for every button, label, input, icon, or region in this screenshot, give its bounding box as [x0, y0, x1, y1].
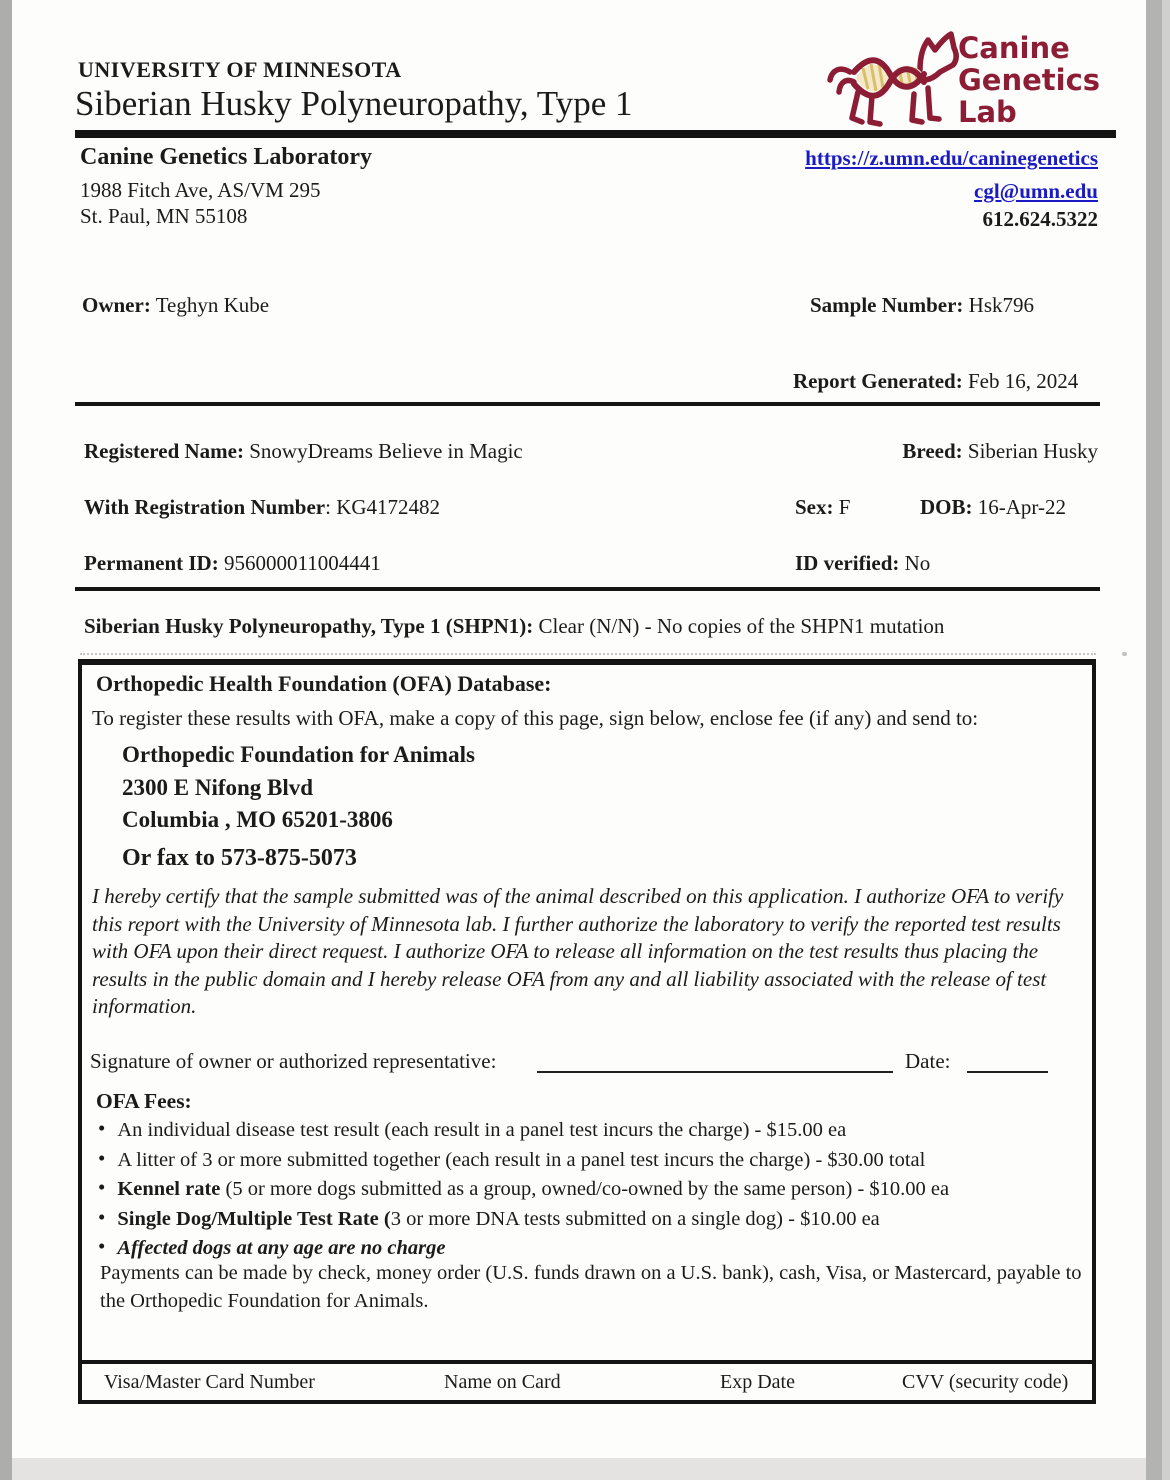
report-generated-label: Report Generated:	[793, 369, 963, 393]
fee-text-3: 3 or more DNA tests submitted on a single dog) - $10.00 ea	[390, 1207, 880, 1230]
payments-paragraph: Payments can be made by check, money order (U.S. funds drawn on a U.S. bank), cash, Visa, or Mastercard, payable to the Orthopedic Foundation for Animals.	[100, 1262, 1082, 1312]
photo-edge-bottom	[12, 1458, 1146, 1480]
fee-text-2: (5 or more dogs submitted as a group, owned/co-owned by the same person) - $10.00 ea	[220, 1178, 950, 1201]
breed-value: Siberian Husky	[962, 439, 1098, 463]
fee-text-1: A litter of 3 or more submitted together (each result in a panel test incurs the charge) - $30.00 total	[117, 1148, 926, 1171]
registered-name-label: Registered Name:	[84, 439, 244, 463]
scan-artifact-mark	[1122, 652, 1127, 656]
credit-card-row	[78, 1360, 1096, 1404]
dob-label: DOB:	[920, 495, 973, 519]
ofa-intro: To register these results with OFA, make a copy of this page, sign below, enclose fee (if any) and send to:	[92, 706, 979, 730]
id-verified-label: ID verified:	[795, 551, 900, 575]
lab-url-row	[700, 146, 1098, 171]
dob-field	[920, 495, 1066, 520]
sex-value: F	[833, 495, 851, 519]
owner-field	[82, 293, 269, 318]
test-result-value: Clear (N/N) - No copies of the SHPN1 mutation	[533, 614, 945, 638]
fee-text-0: An individual disease test result (each result in a panel test incurs the charge) - $15.00 ea	[117, 1119, 847, 1141]
ofa-fax-line: Or fax to 573-875-5073	[122, 845, 357, 871]
card-cvv-label: CVV (security code)	[902, 1371, 1069, 1393]
ofa-fees-heading: OFA Fees:	[96, 1089, 192, 1113]
university-name: UNIVERSITY OF MINNESOTA	[78, 57, 402, 82]
lab-name: Canine Genetics Laboratory	[80, 144, 372, 170]
breed-label: Breed:	[902, 439, 963, 463]
report-generated-field	[793, 369, 1078, 394]
signature-blank-line	[537, 1071, 893, 1073]
registration-number-field	[84, 495, 440, 520]
sex-field	[795, 495, 850, 520]
logo-word-lab: Lab	[958, 95, 1017, 129]
card-exp-label: Exp Date	[720, 1371, 795, 1393]
registered-name-field	[84, 439, 523, 464]
ofa-org-name: Orthopedic Foundation for Animals	[122, 742, 475, 767]
id-verified-field	[795, 551, 930, 576]
fee-bold-2: Kennel rate	[117, 1178, 221, 1201]
logo-word-genetics: Genetics	[958, 63, 1101, 97]
logo-wordmark	[958, 32, 1100, 128]
lab-email-row	[700, 179, 1098, 204]
registration-number-label: With Registration Number	[84, 495, 326, 519]
section-divider-1	[75, 402, 1100, 406]
permanent-id-field	[84, 551, 381, 576]
card-name-label: Name on Card	[444, 1371, 561, 1393]
section-divider-2	[75, 587, 1100, 591]
lab-url-link[interactable]: https://z.umn.edu/caninegenetics	[805, 146, 1098, 170]
header-divider	[75, 130, 1116, 138]
date-label: Date:	[905, 1049, 951, 1073]
ofa-fees-list	[98, 1115, 1088, 1263]
owner-label: Owner:	[82, 293, 151, 317]
registered-name-value: SnowyDreams Believe in Magic	[243, 439, 523, 463]
test-result-line	[84, 614, 944, 639]
report-generated-value: Feb 16, 2024	[962, 369, 1079, 393]
lab-address-line1: 1988 Fitch Ave, AS/VM 295	[80, 178, 321, 202]
page-title: Siberian Husky Polyneuropathy, Type 1	[75, 84, 633, 123]
fee-bold-3: Single Dog/Multiple Test Rate (	[117, 1207, 391, 1230]
faint-dotted-line	[80, 653, 1096, 655]
sample-number-label: Sample Number:	[810, 293, 964, 317]
dob-value: 16-Apr-22	[972, 495, 1066, 519]
breed-field	[700, 439, 1098, 464]
lab-phone: 612.624.5322	[982, 207, 1098, 231]
card-number-label: Visa/Master Card Number	[104, 1371, 315, 1393]
fee-item-multiple-test	[98, 1204, 1088, 1234]
sample-number-field	[810, 293, 1034, 318]
dog-dna-logo-icon	[820, 26, 960, 130]
sex-label: Sex:	[795, 495, 834, 519]
owner-value: Teghyn Kube	[150, 293, 270, 317]
sample-number-value: Hsk796	[963, 293, 1035, 317]
signature-label: Signature of owner or authorized representative:	[90, 1049, 497, 1073]
permanent-id-value: 956000011004441	[218, 551, 381, 575]
photo-edge-right	[1146, 0, 1162, 1480]
id-verified-value: No	[899, 551, 931, 575]
ofa-heading: Orthopedic Health Foundation (OFA) Database:	[96, 671, 552, 696]
fee-item-individual	[98, 1115, 1088, 1145]
lab-address-line2: St. Paul, MN 55108	[80, 204, 248, 228]
certification-paragraph: I hereby certify that the sample submitted was of the animal described on this application. I authorize OFA to verify this report with the University of Minnesota lab. I further authorize the laboratory to verify the reported test results with OFA upon their direct request. I authorize OFA to release all information on the test results thus placing the results in the public domain and I hereby release OFA from any and all liability associated with the release of test information.	[92, 884, 1064, 1018]
date-blank-line	[967, 1071, 1048, 1073]
photo-edge-left	[0, 0, 12, 1480]
fee-item-affected-free	[98, 1233, 1088, 1263]
ofa-org-street: 2300 E Nifong Blvd	[122, 775, 314, 800]
permanent-id-label: Permanent ID:	[84, 551, 219, 575]
ofa-org-city: Columbia , MO 65201-3806	[122, 807, 393, 832]
fee-item-kennel-rate	[98, 1174, 1088, 1204]
photo-edge-right-outer	[1162, 0, 1170, 1480]
fee-bold-4: Affected dogs at any age are no charge	[117, 1237, 446, 1260]
test-result-label: Siberian Husky Polyneuropathy, Type 1 (SHPN1):	[84, 614, 534, 638]
logo-word-canine: Canine	[958, 31, 1070, 65]
fee-item-litter	[98, 1145, 1088, 1175]
registration-number-value: : KG4172482	[325, 495, 441, 519]
lab-email-link[interactable]: cgl@umn.edu	[974, 179, 1098, 203]
